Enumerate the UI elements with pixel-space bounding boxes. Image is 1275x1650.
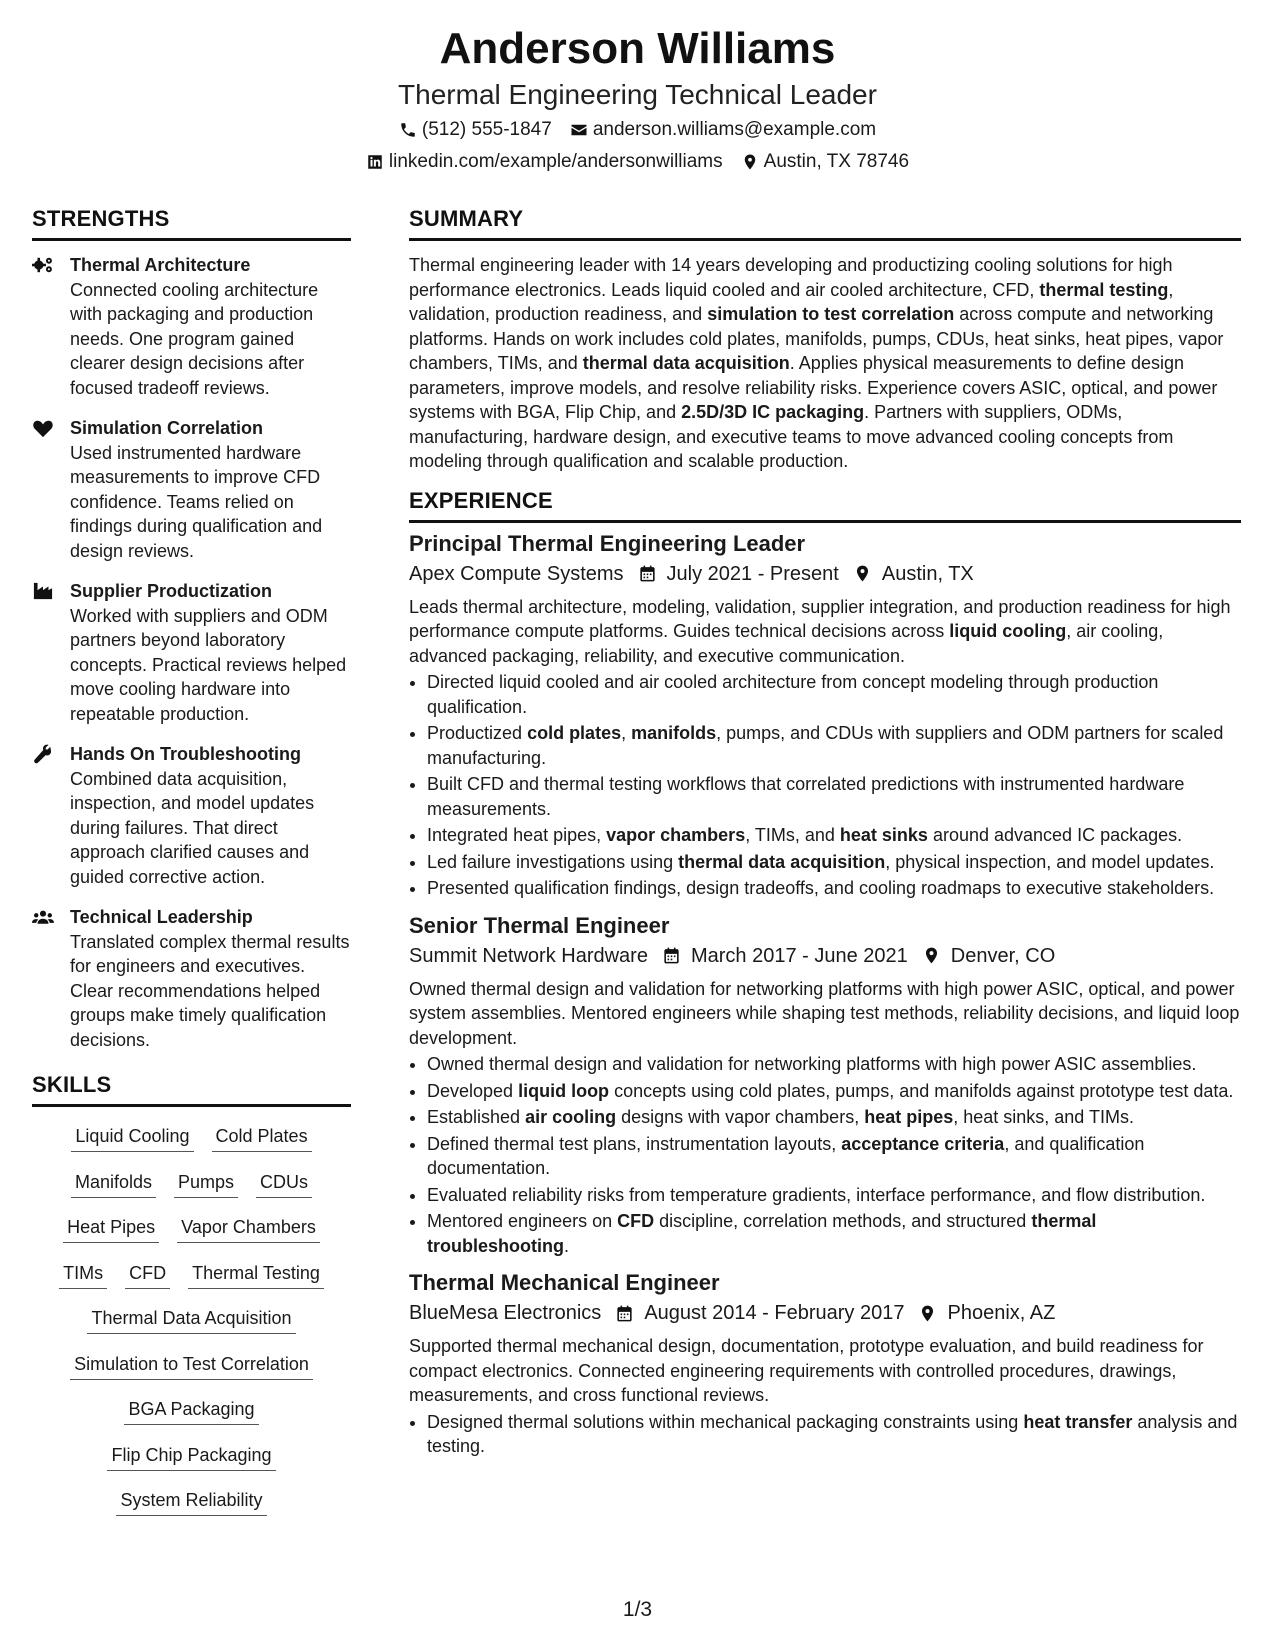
strength-item	[32, 742, 351, 889]
job-bullets	[409, 670, 1241, 901]
skill-tag: BGA Packaging	[124, 1396, 258, 1425]
linkedin-icon	[366, 153, 384, 171]
job-dates	[638, 559, 839, 589]
heart-icon	[32, 416, 70, 563]
job-meta	[409, 941, 1241, 971]
wrench-icon	[32, 742, 70, 889]
strength-body	[70, 742, 351, 889]
strength-body	[70, 905, 351, 1052]
email-contact[interactable]	[570, 116, 876, 144]
skill-tag: Liquid Cooling	[71, 1123, 193, 1152]
job-entry	[409, 529, 1241, 901]
resume-header	[0, 22, 1275, 176]
job-dates-text: March 2017 - June 2021	[690, 944, 908, 967]
job-bullet: • Integrated heat pipes, vapor chambers, TIMs, and heat sinks around advanced IC packages.	[427, 823, 1241, 848]
strength-text: Worked with suppliers and ODM partners beyond laboratory concepts. Practical reviews helped move cooling hardware into repeatable production.	[70, 605, 347, 724]
job-bullet: • Directed liquid cooled and air cooled architecture from concept modeling through production qualification.	[427, 670, 1241, 719]
cogs-icon	[32, 253, 70, 400]
job-bullet: • Developed liquid loop concepts using cold plates, pumps, and manifolds against prototype test data.	[427, 1079, 1241, 1104]
skill-row	[32, 1396, 351, 1442]
map-marker-icon	[853, 564, 872, 583]
strength-body	[70, 579, 351, 726]
phone-text: (512) 555-1847	[421, 119, 552, 140]
envelope-icon	[570, 121, 588, 139]
skill-row	[32, 1351, 351, 1397]
experience-heading: EXPERIENCE	[409, 488, 1241, 523]
strength-title: Technical Leadership	[70, 907, 253, 927]
job-bullet: • Built CFD and thermal testing workflows that correlated predictions with instrumented hardware measurements.	[427, 772, 1241, 821]
skill-tag: Thermal Testing	[188, 1260, 324, 1289]
job-bullet: • Owned thermal design and validation for networking platforms with high power ASIC assemblies.	[427, 1052, 1241, 1077]
job-description: Leads thermal architecture, modeling, validation, supplier integration, and production readiness for high performance compute platforms. Guides technical decisions across liquid cooling, air cooling, advanced packaging, reliability, and executive communication.	[409, 596, 1231, 666]
job-dates	[615, 1298, 904, 1328]
users-icon	[32, 905, 70, 1052]
job-bullet: • Mentored engineers on CFD discipline, correlation methods, and structured thermal troubleshooting.	[427, 1209, 1241, 1258]
skills-heading: SKILLS	[32, 1072, 351, 1107]
left-column	[32, 206, 351, 1533]
job-bullet: • Evaluated reliability risks from temperature gradients, interface performance, and flow distribution.	[427, 1183, 1241, 1208]
skill-tag: CDUs	[256, 1169, 312, 1198]
job-location	[922, 941, 1055, 971]
job-title: Senior Thermal Engineer	[409, 912, 670, 938]
candidate-role: Thermal Engineering Technical Leader	[398, 79, 877, 110]
skill-row	[32, 1214, 351, 1260]
job-description: Owned thermal design and validation for networking platforms with high power ASIC, optical, and power system assemblies. Mentored engineers while shaping test methods, reliability decisions, and liquid loop development.	[409, 978, 1240, 1048]
job-dates-text: August 2014 - February 2017	[644, 1302, 905, 1324]
linkedin-text: linkedin.com/example/andersonwilliams	[388, 151, 723, 172]
skill-tag: Simulation to Test Correlation	[70, 1351, 313, 1380]
strength-title: Thermal Architecture	[70, 255, 251, 275]
map-marker-icon	[741, 153, 759, 171]
job-location	[918, 1298, 1055, 1328]
skill-tag: System Reliability	[116, 1487, 266, 1516]
skill-tag: Cold Plates	[212, 1123, 312, 1152]
skill-row	[32, 1305, 351, 1351]
strength-title: Simulation Correlation	[70, 418, 264, 438]
company-name: Apex Compute Systems	[409, 562, 624, 585]
skill-row	[32, 1260, 351, 1306]
skill-tag: CFD	[125, 1260, 170, 1289]
job-bullet: • Productized cold plates, manifolds, pumps, and CDUs with suppliers and ODM partners for scaled manufacturing.	[427, 721, 1241, 770]
job-meta	[409, 1298, 1241, 1328]
skill-row	[32, 1442, 351, 1488]
strength-text: Combined data acquisition, inspection, and model updates during failures. That direct approach clarified causes and guided corrective action.	[70, 768, 315, 887]
job-bullet: • Led failure investigations using thermal data acquisition, physical inspection, and model updates.	[427, 850, 1241, 875]
job-location	[853, 559, 974, 589]
company-name: Summit Network Hardware	[409, 944, 648, 967]
job-bullet: • Presented qualification findings, design tradeoffs, and cooling roadmaps to executive stakeholders.	[427, 876, 1241, 901]
skill-tag: Heat Pipes	[63, 1214, 159, 1243]
job-bullet: • Designed thermal solutions within mechanical packaging constraints using heat transfer analysis and testing.	[427, 1410, 1241, 1459]
job-meta	[409, 559, 1241, 589]
job-bullets	[409, 1410, 1241, 1459]
calendar-icon	[615, 1304, 634, 1323]
job-location-text: Phoenix, AZ	[947, 1302, 1056, 1324]
strength-text: Connected cooling architecture with packaging and production needs. One program gained clearer design decisions after focused tradeoff reviews.	[70, 279, 319, 398]
phone-contact[interactable]	[399, 116, 552, 144]
company-name: BlueMesa Electronics	[409, 1302, 602, 1324]
contact-row-2	[0, 148, 1275, 176]
contact-row-1	[0, 116, 1275, 144]
skill-row	[32, 1487, 351, 1533]
location-text: Austin, TX 78746	[763, 151, 910, 172]
calendar-icon	[662, 946, 681, 965]
strength-item	[32, 579, 351, 726]
job-location-text: Denver, CO	[950, 944, 1056, 967]
job-bullets	[409, 1052, 1241, 1258]
job-title: Thermal Mechanical Engineer	[409, 1270, 720, 1295]
candidate-name: Anderson Williams	[439, 24, 836, 73]
strength-item	[32, 416, 351, 563]
skill-tag: TIMs	[59, 1260, 107, 1289]
job-entry	[409, 911, 1241, 1259]
job-location-text: Austin, TX	[881, 562, 974, 585]
job-dates-text: July 2021 - Present	[666, 562, 839, 585]
strength-text: Used instrumented hardware measurements to improve CFD confidence. Teams relied on findings during qualification and design reviews.	[70, 442, 323, 561]
skills-list	[32, 1119, 351, 1533]
jobs-list	[409, 529, 1241, 1459]
skill-tag: Manifolds	[71, 1169, 156, 1198]
job-bullet: • Established air cooling designs with vapor chambers, heat pipes, heat sinks, and TIMs.	[427, 1105, 1241, 1130]
strength-title: Hands On Troubleshooting	[70, 744, 301, 764]
phone-icon	[399, 121, 417, 139]
calendar-icon	[638, 564, 657, 583]
strengths-heading: STRENGTHS	[32, 206, 351, 241]
skill-row	[32, 1123, 351, 1169]
page-number: 1/3	[622, 1598, 653, 1621]
linkedin-contact[interactable]	[366, 148, 723, 176]
strengths-list	[32, 253, 351, 1052]
map-marker-icon	[918, 1304, 937, 1323]
right-column	[409, 206, 1241, 1469]
strength-text: Translated complex thermal results for engineers and executives. Clear recommendations helped groups make timely qualification decisions.	[70, 931, 350, 1050]
job-bullet: • Defined thermal test plans, instrumentation layouts, acceptance criteria, and qualification documentation.	[427, 1132, 1241, 1181]
strength-title: Supplier Productization	[70, 581, 273, 601]
skill-tag: Thermal Data Acquisition	[87, 1305, 295, 1334]
strength-item	[32, 253, 351, 400]
skill-tag: Pumps	[174, 1169, 238, 1198]
strength-body	[70, 253, 351, 400]
summary-text: Thermal engineering leader with 14 years developing and productizing cooling solutions for high performance electronics. Leads liquid cooled and air cooled architecture, CFD, thermal testing, validation, production readiness, and simulation to test correlation across compute and networking platforms. Hands on work includes cold plates, manifolds, pumps, CDUs, heat sinks, heat pipes, vapor chambers, TIMs, and thermal data acquisition. Applies physical measurements to define design parameters, improve models, and resolve reliability risks. Experience covers ASIC, optical, and power systems with BGA, Flip Chip, and 2.5D/3D IC packaging. Partners with suppliers, ODMs, manufacturing, hardware design, and executive teams to move advanced cooling concepts from modeling through qualification and scalable production.	[409, 255, 1224, 471]
skill-tag: Vapor Chambers	[177, 1214, 320, 1243]
job-entry	[409, 1268, 1241, 1459]
map-marker-icon	[922, 946, 941, 965]
strength-body	[70, 416, 351, 563]
skill-tag: Flip Chip Packaging	[107, 1442, 275, 1471]
job-dates	[662, 941, 908, 971]
email-text: anderson.williams@example.com	[592, 119, 877, 140]
skill-row	[32, 1169, 351, 1215]
industry-icon	[32, 579, 70, 726]
job-title: Principal Thermal Engineering Leader	[409, 530, 806, 556]
strength-item	[32, 905, 351, 1052]
location-contact	[741, 148, 909, 176]
job-description: Supported thermal mechanical design, documentation, prototype evaluation, and build readiness for compact electronics. Connected engineering requirements with controlled procedures, drawings, measurements, and cross functional reviews.	[409, 1336, 1204, 1405]
summary-heading: SUMMARY	[409, 206, 1241, 241]
